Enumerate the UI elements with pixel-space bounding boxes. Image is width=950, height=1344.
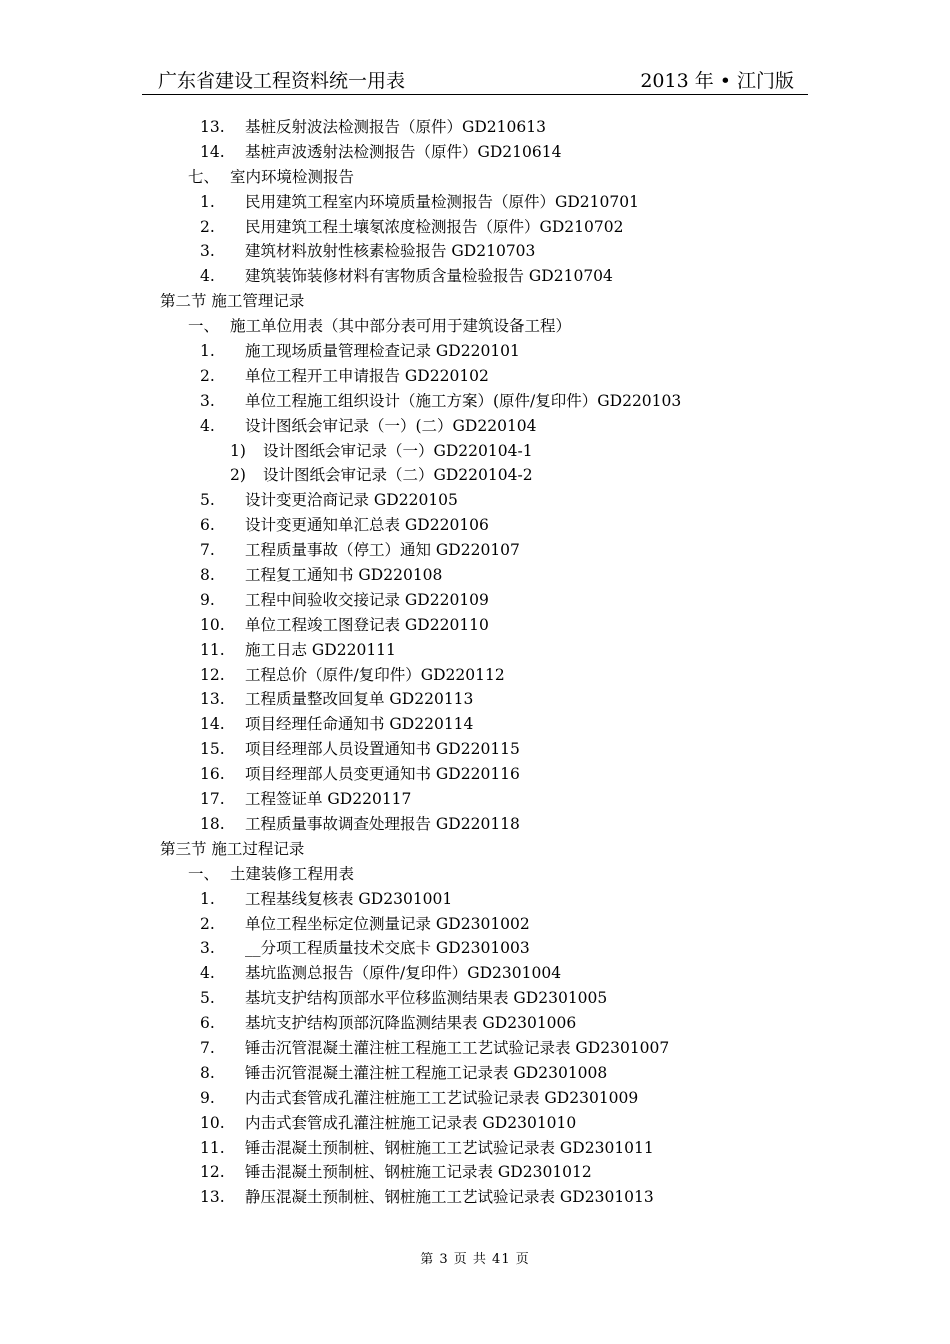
list-item-number: 11. [200,1138,225,1157]
list-item [0,986,950,1011]
list-item-text: 设计图纸会审记录（一）(二）GD220104 [245,416,537,435]
list-item [0,538,950,563]
header-edition: 2013 年 • 江门版 [640,70,794,92]
list-item [0,936,950,961]
list-item-number: 16. [200,765,225,784]
list-item [0,613,950,638]
list-item [0,190,950,215]
list-item-text: 单位工程开工申请报告 GD220102 [245,366,489,385]
list-item-number: 4. [200,964,215,983]
list-item-text: 土建装修工程用表 [230,864,355,883]
list-item [0,513,950,538]
list-item-text: 工程签证单 GD220117 [245,790,412,809]
list-item [0,712,950,737]
list-item-text: __分项工程质量技术交底卡 GD2301003 [245,939,530,958]
list-item-text: 锤击混凝土预制桩、钢桩施工记录表 GD2301012 [245,1163,592,1182]
list-item [0,463,950,488]
list-item-number: 9. [200,590,215,609]
list-item [0,663,950,688]
list-item-text: 基桩声波透射法检测报告（原件）GD210614 [245,142,562,161]
list-item-number: 1. [200,342,215,361]
list-item [0,912,950,937]
section-heading: 第二节 施工管理记录 [160,292,305,311]
list-item-text: 静压混凝土预制桩、钢桩施工工艺试验记录表 GD2301013 [245,1188,654,1207]
list-item-number: 1. [200,889,215,908]
list-item-number: 5. [200,989,215,1008]
list-item-text: 施工现场质量管理检查记录 GD220101 [245,342,520,361]
list-item-number: 3. [200,242,215,261]
list-item-text: 内击式套管成孔灌注桩施工记录表 GD2301010 [245,1113,577,1132]
list-item [0,239,950,264]
header-title: 广东省建设工程资料统一用表 [158,70,406,92]
list-item-text: 建筑装饰装修材料有害物质含量检验报告 GD210704 [245,267,613,286]
list-item-text: 工程基线复核表 GD2301001 [245,889,453,908]
section-heading: 第三节 施工过程记录 [160,839,305,858]
list-item [0,264,950,289]
list-item-number: 10. [200,615,225,634]
list-item-number: 17. [200,790,225,809]
list-item-number: 1) [230,441,246,460]
list-item-text: 基桩反射波法检测报告（原件）GD210613 [245,118,546,136]
list-item-text: 设计变更通知单汇总表 GD220106 [245,516,489,535]
list-item-number: 7. [200,541,215,560]
list-item-number: 12. [200,1163,225,1182]
list-item-number: 14. [200,142,225,161]
list-item-number: 9. [200,1088,215,1107]
list-item-text: 单位工程施工组织设计（施工方案）(原件/复印件）GD220103 [245,391,682,410]
list-item-number: 七、 [188,167,220,186]
list-item [0,115,950,140]
list-item [0,1061,950,1086]
list-item-text: 工程复工通知书 GD220108 [245,566,443,585]
list-item [0,961,950,986]
list-item-text: 项目经理部人员设置通知书 GD220115 [245,740,520,759]
list-item-text: 施工日志 GD220111 [245,640,396,659]
list-item-text: 室内环境检测报告 [230,167,355,186]
list-item-text: 设计图纸会审记录（一）GD220104-1 [263,441,533,460]
list-item [0,638,950,663]
list-item-text: 单位工程坐标定位测量记录 GD2301002 [245,914,530,933]
list-item-text: 基坑监测总报告（原件/复印件）GD2301004 [245,964,562,983]
list-item-number: 6. [200,516,215,535]
list-item-text: 工程中间验收交接记录 GD220109 [245,590,489,609]
list-item-number: 3. [200,391,215,410]
list-item [0,314,950,339]
list-item-text: 基坑支护结构顶部水平位移监测结果表 GD2301005 [245,989,608,1008]
list-item-number: 14. [200,715,225,734]
list-item-number: 8. [200,566,215,585]
list-item [0,339,950,364]
list-item-text: 工程质量事故（停工）通知 GD220107 [245,541,520,560]
list-item-number: 4. [200,416,215,435]
list-item [0,1136,950,1161]
list-item-number: 2. [200,366,215,385]
list-item-number: 12. [200,665,225,684]
list-item [0,887,950,912]
list-item-text: 设计图纸会审记录（二）GD220104-2 [263,466,533,485]
list-item-number: 一、 [188,864,220,883]
list-item [0,737,950,762]
list-item-number: 2. [200,217,215,236]
list-item-number: 13. [200,1188,225,1207]
list-item [0,439,950,464]
list-item [0,289,950,314]
list-item [0,787,950,812]
list-item-number: 18. [200,814,225,833]
list-item-number: 3. [200,939,215,958]
list-item [0,414,950,439]
list-item [0,812,950,837]
list-item-text: 工程质量事故调查处理报告 GD220118 [245,814,520,833]
list-item [0,1185,950,1210]
list-item-text: 项目经理任命通知书 GD220114 [245,715,474,734]
list-item-number: 8. [200,1063,215,1082]
list-item-number: 4. [200,267,215,286]
list-item-text: 建筑材料放射性核素检验报告 GD210703 [245,242,536,261]
list-item-number: 5. [200,491,215,510]
list-item [0,364,950,389]
list-item [0,588,950,613]
list-item-text: 工程质量整改回复单 GD220113 [245,690,474,709]
list-item-text: 项目经理部人员变更通知书 GD220116 [245,765,520,784]
list-item-text: 工程总价（原件/复印件）GD220112 [245,665,505,684]
list-item [0,1160,950,1185]
list-item-number: 13. [200,118,225,136]
page-footer: 第 3 页 共 41 页 [420,1252,530,1267]
list-item [0,837,950,862]
list-item-number: 10. [200,1113,225,1132]
list-item [0,1111,950,1136]
list-item-text: 单位工程竣工图登记表 GD220110 [245,615,489,634]
list-item-text: 锤击沉管混凝土灌注桩工程施工工艺试验记录表 GD2301007 [245,1038,670,1057]
list-item-number: 一、 [188,317,220,336]
list-item-text: 设计变更洽商记录 GD220105 [245,491,458,510]
list-item-number: 15. [200,740,225,759]
list-item-number: 13. [200,690,225,709]
list-item-text: 施工单位用表（其中部分表可用于建筑设备工程） [230,317,572,336]
list-item-text: 基坑支护结构顶部沉降监测结果表 GD2301006 [245,1014,577,1033]
list-item-text: 民用建筑工程土壤氡浓度检测报告（原件）GD210702 [245,217,624,236]
table-of-contents [0,115,950,1210]
list-item-text: 锤击沉管混凝土灌注桩工程施工记录表 GD2301008 [245,1063,608,1082]
list-item [0,165,950,190]
list-item-number: 7. [200,1038,215,1057]
list-item-text: 锤击混凝土预制桩、钢桩施工工艺试验记录表 GD2301011 [245,1138,654,1157]
list-item [0,687,950,712]
list-item-number: 2. [200,914,215,933]
list-item [0,1086,950,1111]
list-item-number: 6. [200,1014,215,1033]
list-item [0,1011,950,1036]
list-item [0,862,950,887]
list-item-number: 1. [200,192,215,211]
list-item [0,1036,950,1061]
list-item [0,215,950,240]
list-item [0,488,950,513]
page-header [142,62,808,95]
list-item-number: 2) [230,466,246,485]
list-item-number: 11. [200,640,225,659]
list-item [0,140,950,165]
list-item [0,563,950,588]
list-item [0,762,950,787]
list-item [0,389,950,414]
list-item-text: 内击式套管成孔灌注桩施工工艺试验记录表 GD2301009 [245,1088,639,1107]
list-item-text: 民用建筑工程室内环境质量检测报告（原件）GD210701 [245,192,639,211]
